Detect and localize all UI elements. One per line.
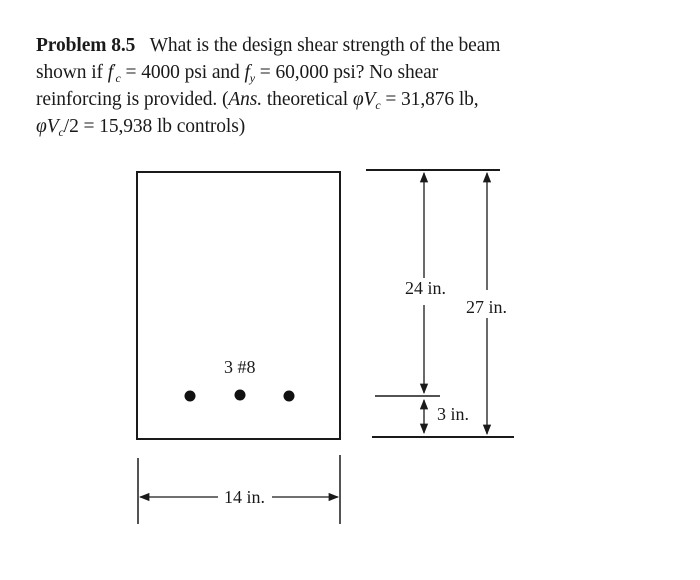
vc-symbol: V: [363, 89, 376, 110]
depth-label: 24 in.: [405, 278, 447, 298]
fy-symbol: f: [244, 62, 250, 83]
problem-line-1-text: What is the design shear strength of the beam: [149, 35, 501, 56]
vc-subscript: c: [58, 125, 64, 139]
width-label: 14 in.: [224, 487, 266, 507]
cover-label: 3 in.: [437, 404, 470, 424]
vc-subscript: c: [375, 98, 381, 112]
problem-line-3-text-a: reinforcing is provided. (: [36, 89, 229, 110]
height-label: 27 in.: [466, 297, 508, 317]
rebar-label: 3 #8: [224, 357, 256, 377]
rebar-left: [185, 391, 196, 402]
answer-label: Ans.: [228, 89, 263, 110]
fc-symbol: f: [107, 62, 114, 83]
rebar-right: [284, 391, 295, 402]
problem-line-2-text-a: shown if: [36, 62, 108, 83]
vc-symbol: V: [46, 116, 59, 137]
problem-line-3-text-c: = 31,876 lb,: [380, 89, 479, 110]
problem-line-2-text-c: = 60,000 psi? No shear: [255, 62, 439, 83]
fc-prime: ′: [113, 61, 116, 75]
problem-line-3-text-b: theoretical: [262, 89, 353, 110]
problem-line-2-text-b: = 4000 psi and: [120, 62, 245, 83]
phi-symbol: φ: [352, 89, 364, 110]
phi-symbol: φ: [36, 116, 47, 137]
rebar-middle: [235, 390, 246, 401]
fy-subscript: y: [249, 71, 256, 85]
fc-subscript: c: [115, 71, 121, 85]
problem-heading: Problem 8.5: [36, 35, 136, 56]
problem-line-4-text: /2 = 15,938 lb controls): [63, 116, 246, 137]
